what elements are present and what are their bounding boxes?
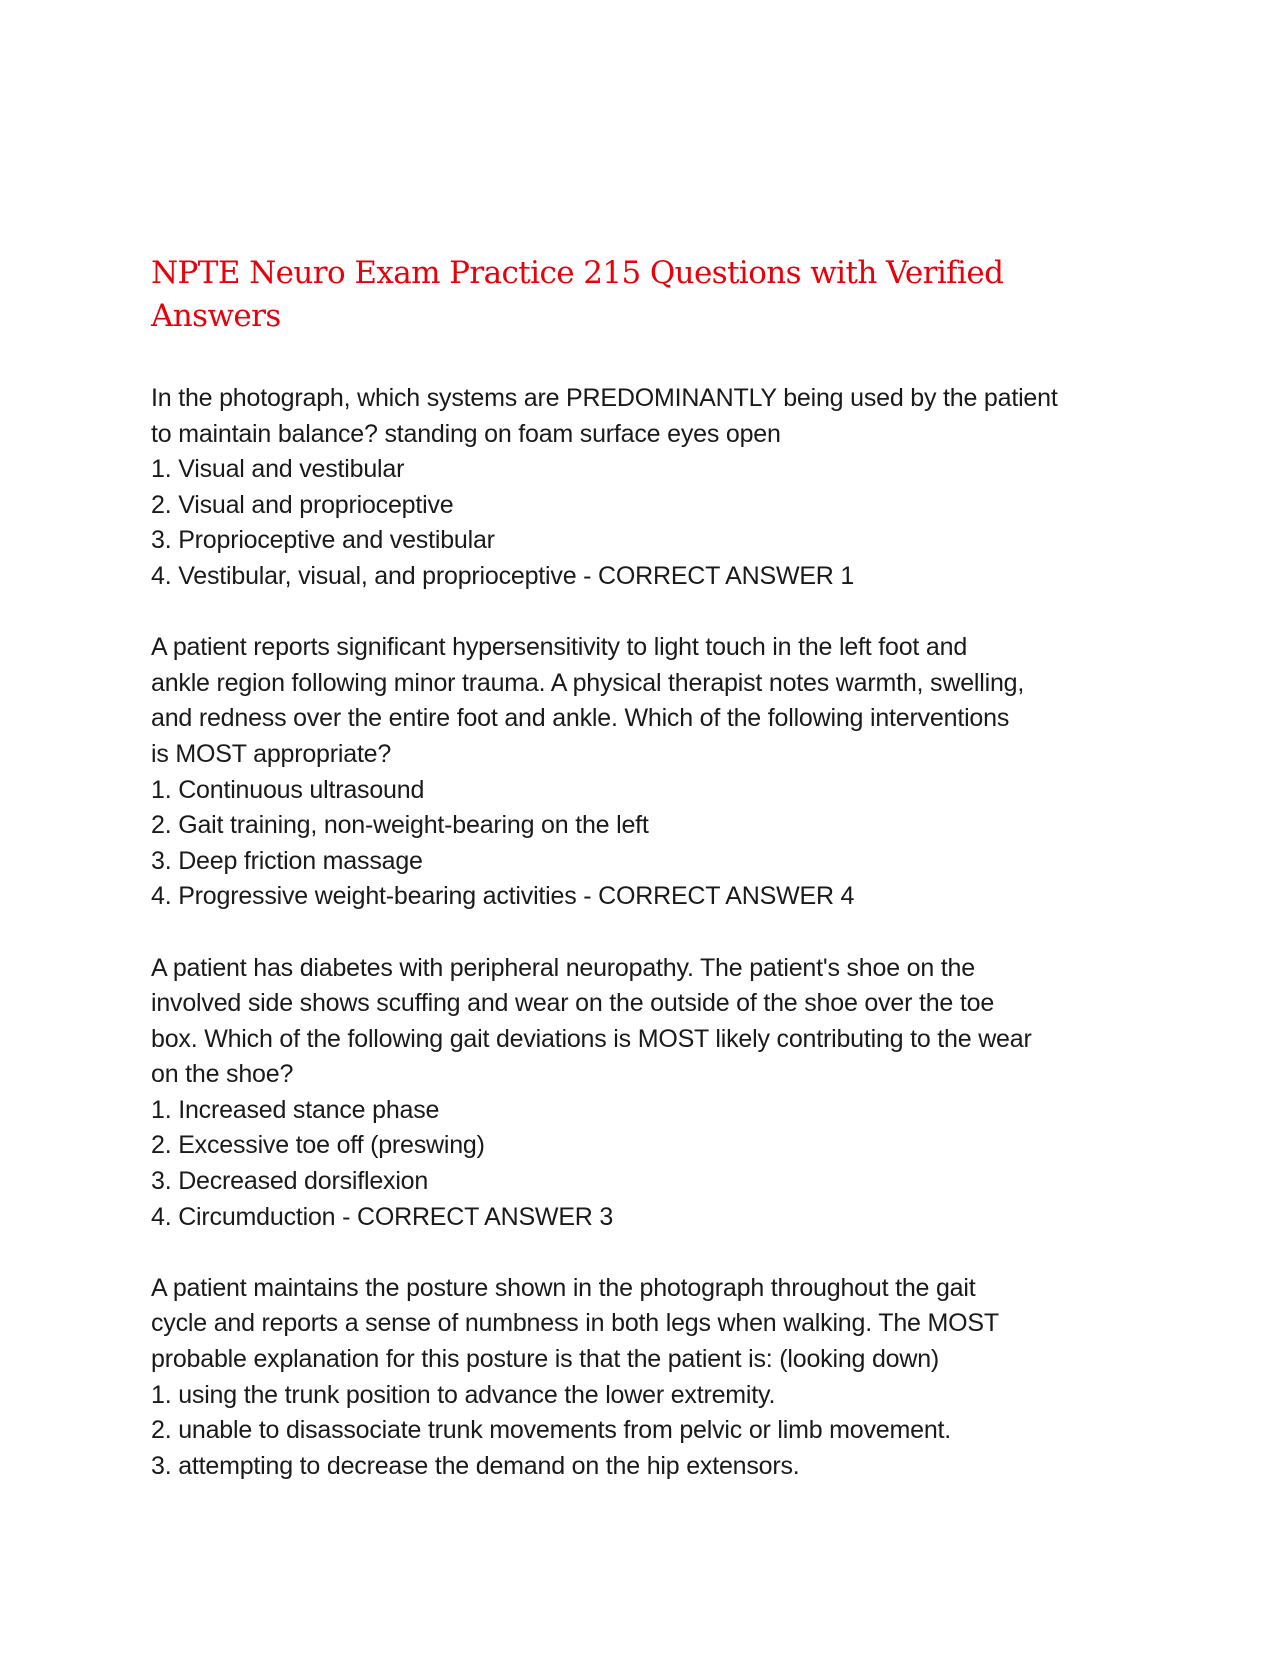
question-text: probable explanation for this posture is that the patient is: (looking down) <box>151 1345 940 1374</box>
question-text: involved side shows scuffing and wear on the outside of the shoe over the toe <box>151 989 995 1018</box>
question-text: on the shoe? <box>151 1060 294 1089</box>
question-text: is MOST appropriate? <box>151 739 392 768</box>
title-line: NPTE Neuro Exam Practice 215 Questions with Verified <box>151 255 1004 291</box>
answer-option: 3. Proprioceptive and vestibular <box>151 526 495 555</box>
question-text: cycle and reports a sense of numbness in both legs when walking. The MOST <box>151 1309 999 1338</box>
answer-option-with-correct-answer: 4. Vestibular, visual, and proprioceptive - CORRECT ANSWER 1 <box>151 561 855 590</box>
question-block-2 <box>151 630 1141 915</box>
answer-option: 2. Visual and proprioceptive <box>151 490 454 519</box>
question-text: In the photograph, which systems are PREDOMINANTLY being used by the patient <box>151 384 1058 412</box>
answer-option: 2. Gait training, non-weight-bearing on the left <box>151 811 649 840</box>
question-text: A patient has diabetes with peripheral neuropathy. The patient's shoe on the <box>151 953 975 982</box>
question-text: to maintain balance? standing on foam surface eyes open <box>151 419 781 448</box>
document-content <box>151 252 1141 1520</box>
answer-option: 1. Continuous ultrasound <box>151 775 425 804</box>
answer-option: 2. unable to disassociate trunk movements from pelvic or limb movement. <box>151 1416 952 1445</box>
question-text: A patient maintains the posture shown in the photograph throughout the gait <box>151 1273 976 1302</box>
answer-option: 3. Deep friction massage <box>151 846 423 875</box>
answer-option: 1. using the trunk position to advance the lower extremity. <box>151 1380 776 1409</box>
document-title <box>151 252 1141 338</box>
question-block-4 <box>151 1271 1141 1485</box>
question-text: ankle region following minor trauma. A physical therapist notes warmth, swelling, <box>151 668 1025 697</box>
question-block-1 <box>151 381 1141 595</box>
question-block-3 <box>151 951 1141 1236</box>
answer-option: 1. Visual and vestibular <box>151 455 405 484</box>
title-line: Answers <box>151 298 281 334</box>
question-text: A patient reports significant hypersensitivity to light touch in the left foot and <box>151 633 968 662</box>
answer-option: 3. attempting to decrease the demand on the hip extensors. <box>151 1451 800 1480</box>
answer-option: 2. Excessive toe off (preswing) <box>151 1131 485 1160</box>
question-text: and redness over the entire foot and ankle. Which of the following interventions <box>151 704 1010 733</box>
answer-option: 1. Increased stance phase <box>151 1095 440 1124</box>
question-text: box. Which of the following gait deviations is MOST likely contributing to the wear <box>151 1024 1032 1053</box>
answer-option-with-correct-answer: 4. Progressive weight-bearing activities - CORRECT ANSWER 4 <box>151 882 855 911</box>
answer-option-with-correct-answer: 4. Circumduction - CORRECT ANSWER 3 <box>151 1202 614 1231</box>
answer-option: 3. Decreased dorsiflexion <box>151 1167 429 1196</box>
